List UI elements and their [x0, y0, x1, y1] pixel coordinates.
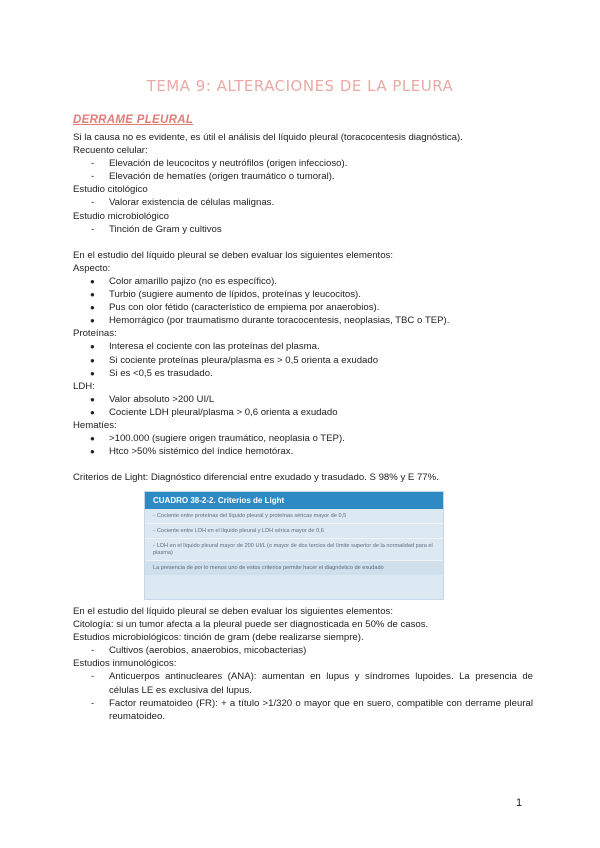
dash-mark: - — [91, 171, 95, 183]
dash-mark: - — [91, 158, 95, 170]
figure-header: CUADRO 38-2-2. Criterios de Light — [145, 492, 443, 509]
bullet-mark: ● — [90, 394, 95, 404]
figure-row: - LDH en el líquido pleural mayor de 200 UI/L (o mayor de dos tercios del límite superior de la normalidad para el plasma) — [145, 539, 443, 561]
intro-line: Si la causa no es evidente, es útil el análisis del líquido pleural (toracocentesis diagnóstica). — [73, 132, 463, 143]
page-title: TEMA 9: ALTERACIONES DE LA PLEURA — [146, 77, 454, 95]
figure-row: - Cociente entre LDH en el líquido pleural y LDH sérica mayor de 0,6 — [145, 524, 443, 539]
dash-mark: - — [91, 197, 95, 209]
microbiologico-heading: Estudio microbiológico — [73, 210, 169, 222]
list-item: ● Interesa el cociente con las proteínas del plasma. — [90, 341, 320, 353]
inmuno-heading: Estudios inmunológicos: — [73, 658, 177, 670]
bullet-mark: ● — [90, 447, 95, 457]
list-item: ● Si es <0,5 es trasudado. — [90, 367, 213, 379]
citologia-line: Citología: si un tumor afecta a la pleural puede ser diagnosticada en 50% de casos. — [73, 619, 429, 631]
evaluar-intro: En el estudio del líquido pleural se deben evaluar los siguientes elementos: — [73, 249, 393, 261]
list-item: ● Hemorrágico (por traumatismo durante toracocentesis, neoplasias, TBC o TEP). — [90, 315, 450, 327]
hematies-heading: Hematíes: — [73, 419, 117, 431]
list-item: - Cultivos (aerobios, anaerobios, micobacterias) — [91, 645, 307, 657]
dash-mark: - — [91, 645, 95, 657]
list-item: ● Color amarillo pajizo (no es específico). — [90, 275, 277, 287]
list-item: ● Pus con olor fétido (característico de empiema por anaerobios). — [90, 302, 380, 314]
body-text — [73, 131, 533, 484]
section-heading: DERRAME PLEURAL — [73, 114, 194, 126]
figure-row: - Cociente entre proteínas del líquido pleural y proteínas séricas mayor de 0,5 — [145, 509, 443, 524]
microbiologicos-line: Estudios microbiológicos: tinción de gram (debe realizarse siempre). — [73, 632, 364, 644]
list-item: - Valorar existencia de células malignas. — [91, 197, 275, 209]
list-item: ● Cociente LDH pleural/plasma > 0,6 orienta a exudado — [90, 406, 338, 418]
dash-mark: - — [91, 671, 95, 683]
bullet-mark: ● — [90, 342, 95, 352]
list-item: - Elevación de leucocitos y neutrófilos (origen infeccioso). — [91, 158, 348, 170]
list-item: - Factor reumatoideo (FR): + a título >1/320 o mayor que en suero, compatible con derrame pleural reumatoideo. — [91, 697, 533, 722]
bullet-mark: ● — [90, 303, 95, 313]
list-item: ● Valor absoluto >200 UI/L — [90, 393, 215, 405]
second-intro: En el estudio del líquido pleural se deben evaluar los siguientes elementos: — [73, 606, 393, 617]
bullet-mark: ● — [90, 290, 95, 300]
list-item: - Elevación de hematíes (origen traumático o tumoral). — [91, 171, 335, 183]
dash-mark: - — [91, 697, 95, 709]
bullet-mark: ● — [90, 276, 95, 286]
bullet-mark: ● — [90, 316, 95, 326]
list-item: - Tinción de Gram y cultivos — [91, 223, 222, 235]
citologico-heading: Estudio citológico — [73, 184, 148, 196]
list-item: ● >100.000 (sugiere origen traumático, neoplasia o TEP). — [90, 433, 345, 445]
bullet-mark: ● — [90, 407, 95, 417]
second-text-block — [73, 605, 533, 723]
dash-mark: - — [91, 223, 95, 235]
figure-footer: La presencia de por lo menos uno de estos criterios permite hacer el diagnóstico de exudado — [145, 561, 443, 575]
list-item: ● Turbio (sugiere aumento de lípidos, proteínas y leucocitos). — [90, 289, 361, 301]
bullet-mark: ● — [90, 355, 95, 365]
bullet-mark: ● — [90, 368, 95, 378]
list-item: ● Htco >50% sistémico del índice hemotórax. — [90, 446, 294, 458]
bullet-mark: ● — [90, 434, 95, 444]
light-criteria-figure — [144, 491, 444, 600]
list-item: - Anticuerpos antinucleares (ANA): aumentan en lupus y síndromes lupoides. La presencia de células LE es exclusiva del lupus. — [91, 671, 533, 696]
ldh-heading: LDH: — [73, 380, 95, 392]
light-criteria-line: Criterios de Light: Diagnóstico diferencial entre exudado y trasudado. S 98% y E 77%. — [73, 472, 439, 484]
aspecto-heading: Aspecto: — [73, 262, 111, 274]
proteinas-heading: Proteínas: — [73, 328, 117, 340]
list-item: ● Si cociente proteínas pleura/plasma es > 0,5 orienta a exudado — [90, 354, 379, 366]
page-number: 1 — [516, 797, 523, 809]
recuento-heading: Recuento celular: — [73, 145, 148, 157]
